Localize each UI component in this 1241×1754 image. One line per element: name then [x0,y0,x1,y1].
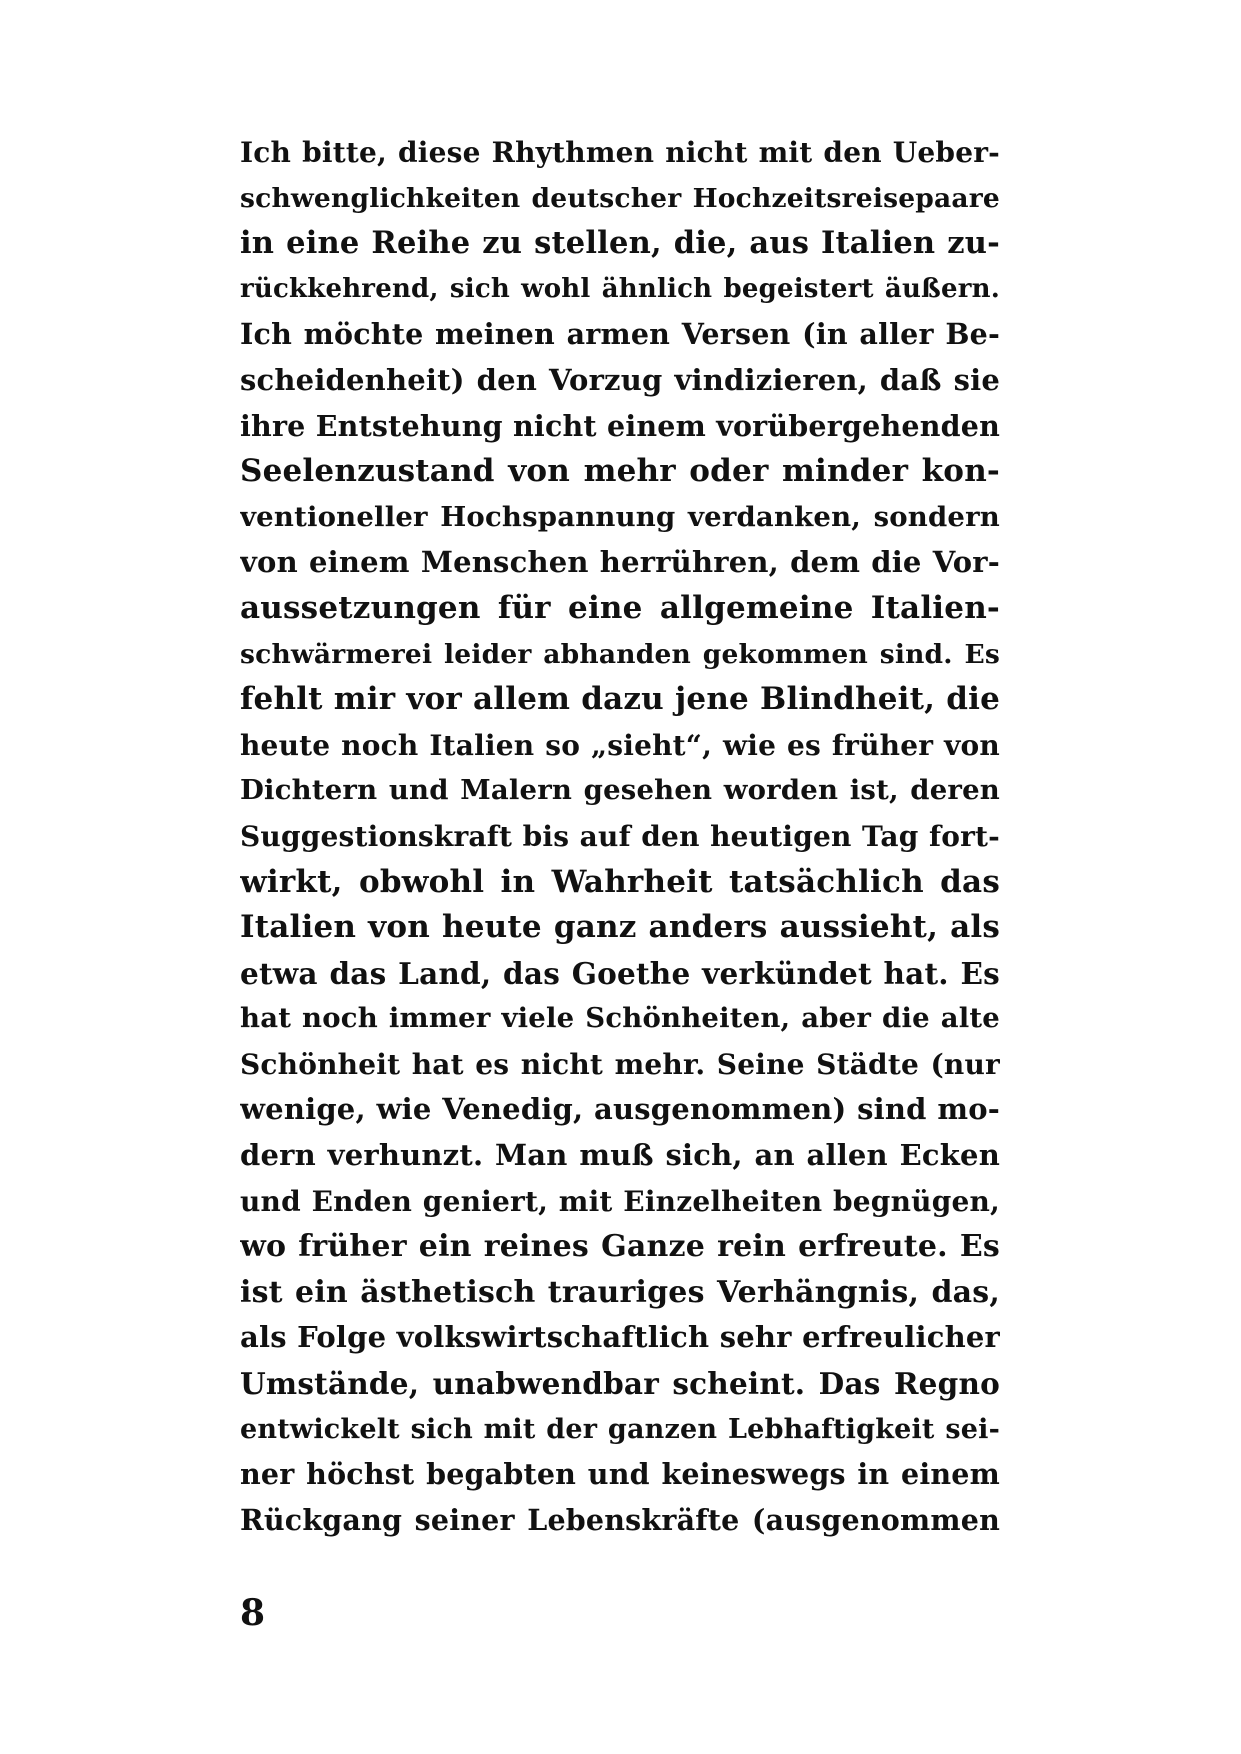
text-line: aussetzungen für eine allgemeine Italien- [240,589,1000,626]
text-line: ist ein ästhetisch trauriges Verhängnis, das, [240,1274,1000,1310]
text-line: dern verhunzt. Man muß sich, an allen Ecken [240,1138,1000,1173]
text-line: Rückgang seiner Lebenskräfte (ausgenommen [240,1502,1000,1537]
text-line: entwickelt sich mit der ganzen Lebhaftigkeit sei- [240,1413,1000,1445]
text-line: scheidenheit) den Vorzug vindizieren, daß sie [240,362,1000,397]
text-line: wo früher ein reines Ganze rein erfreute. Es [240,1229,1000,1265]
text-line: etwa das Land, das Goethe verkündet hat. Es [240,955,1000,991]
text-line: als Folge volkswirtschaftlich sehr erfreulicher [240,1320,1000,1355]
text-line: schwenglichkeiten deutscher Hochzeitsreisepaare [240,182,1000,214]
text-line: hat noch immer viele Schönheiten, aber die alte [240,1002,1000,1035]
text-line: Dichtern und Malern gesehen worden ist, deren [240,774,1000,807]
text-line: schwärmerei leider abhanden gekommen sind. Es [240,638,1000,670]
text-line: ihre Entstehung nicht einem vorübergehenden [240,408,1000,443]
text-line: heute noch Italien so „sieht“, wie es früher von [240,728,1000,762]
text-line: ventioneller Hochspannung verdanken, sondern [240,500,1000,533]
text-line: fehlt mir vor allem dazu jene Blindheit, die [240,681,1000,718]
text-line: und Enden geniert, mit Einzelheiten begnügen, [240,1184,1000,1218]
text-line: wirkt, obwohl in Wahrheit tatsächlich das [240,863,1000,900]
text-line: Schönheit hat es nicht mehr. Seine Städte (nur [240,1047,1000,1081]
text-line: ner höchst begabten und keineswegs in einem [240,1457,1000,1492]
text-line: wenige, wie Venedig, ausgenommen) sind mo- [240,1092,1000,1127]
text-line: Suggestionskraft bis auf den heutigen Tag fort- [240,819,1000,853]
body-text [240,130,1000,1543]
text-line: in eine Reihe zu stellen, die, aus Italien zu- [240,225,1000,262]
text-line: rückkehrend, sich wohl ähnlich begeistert äußern. [240,273,1000,304]
text-line: Seelenzustand von mehr oder minder kon- [240,453,1000,490]
text-line: von einem Menschen herrühren, dem die Vor- [240,545,1000,580]
text-line: Ich möchte meinen armen Versen (in aller Be- [240,317,1000,352]
text-line: Italien von heute ganz anders aussieht, als [240,909,1000,946]
text-line: Ich bitte, diese Rhythmen nicht mit den Ueber- [240,136,1000,169]
page-number: 8 [240,1592,266,1634]
text-line: Umstände, unabwendbar scheint. Das Regno [240,1366,1000,1402]
